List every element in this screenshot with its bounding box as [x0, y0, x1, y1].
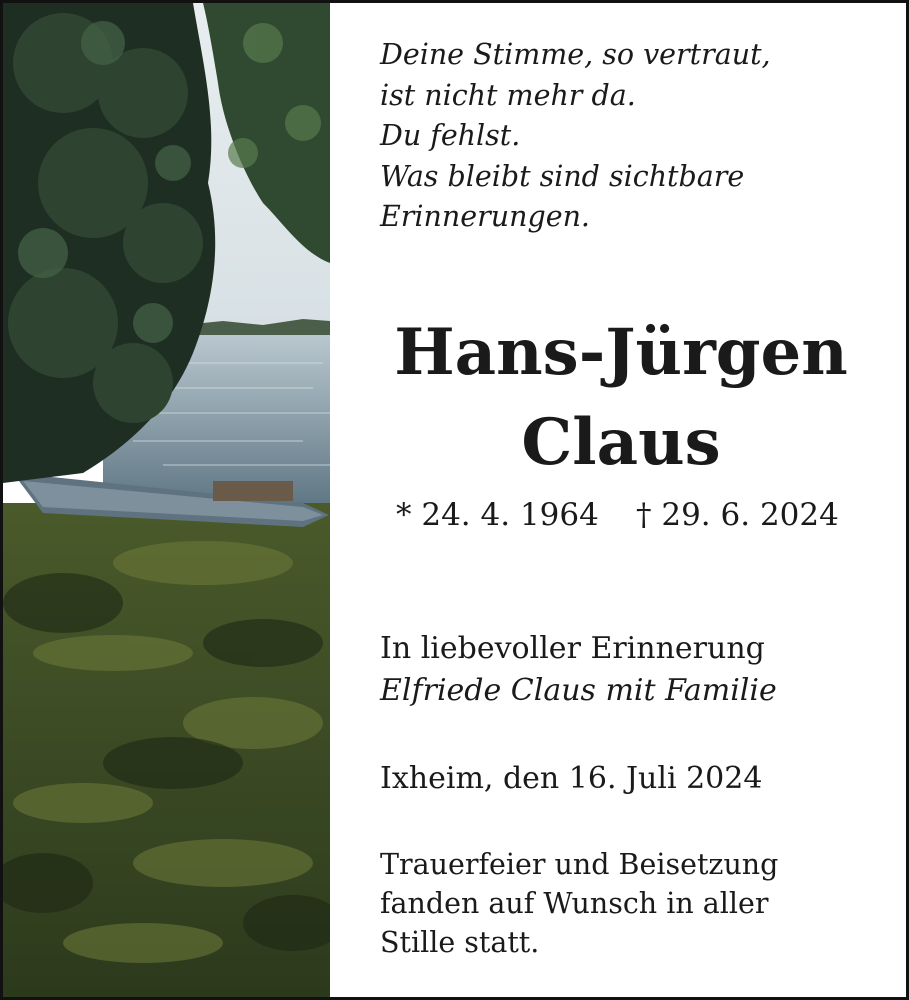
family-signature: Elfriede Claus mit Familie [380, 673, 777, 708]
poem-line: Du fehlst. [380, 119, 521, 152]
place-date: Ixheim, den 16. Juli 2024 [380, 761, 763, 796]
deceased-first-name: Hans-Jürgen [394, 315, 848, 390]
lake-shore-photo [3, 3, 330, 997]
deceased-last-name: Claus [521, 405, 721, 480]
note-line: Stille statt. [380, 926, 540, 959]
death-date: † 29. 6. 2024 [636, 497, 839, 533]
poem-line: Erinnerungen. [380, 200, 590, 233]
poem [380, 35, 771, 238]
note-line: Trauerfeier und Beisetzung [380, 848, 779, 881]
birth-date: * 24. 4. 1964 [396, 497, 599, 533]
memorial-line: In liebevoller Erinnerung [380, 631, 765, 666]
funeral-note [380, 845, 778, 962]
obituary-text [380, 3, 880, 993]
note-line: fanden auf Wunsch in aller [380, 887, 769, 920]
poem-line: ist nicht mehr da. [380, 78, 636, 112]
poem-line: Deine Stimme, so vertraut, [380, 38, 771, 71]
poem-line: Was bleibt sind sichtbare [380, 159, 745, 193]
